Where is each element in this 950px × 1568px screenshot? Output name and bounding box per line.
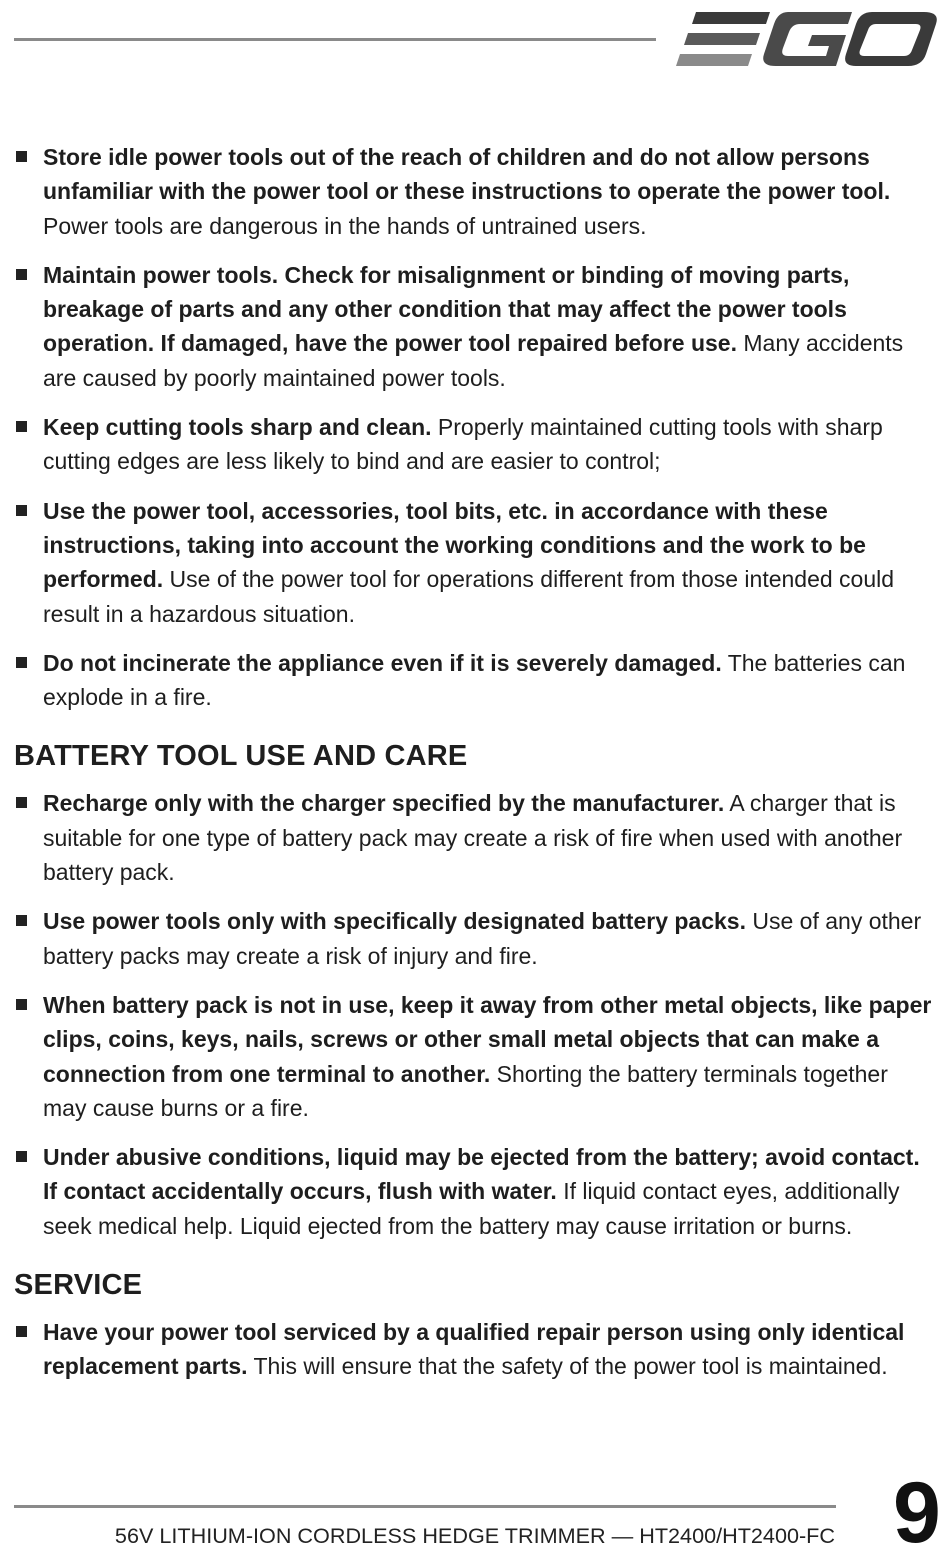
ego-logo [676,8,938,70]
list-item: Store idle power tools out of the reach of children and do not allow persons unfamiliar with the power tool or these instructions to operate the power tool. Power tools are dangerous in the hands of untrained users. [14,140,936,243]
footer-rule [14,1505,836,1508]
list-item: Do not incinerate the appliance even if it is severely damaged. The batteries can explode in a fire. [14,646,936,715]
document-body [14,140,936,1399]
section-heading-battery: BATTERY TOOL USE AND CARE [14,740,468,773]
list-item: Use the power tool, accessories, tool bits, etc. in accordance with these instructions, taking into account the working conditions and the work to be performed. Use of the power tool for operations different from those intended could result in a hazardous situation. [14,494,936,631]
bullet-icon [16,1151,27,1162]
bullet-icon [16,915,27,926]
list-item: When battery pack is not in use, keep it away from other metal objects, like paper clips, coins, keys, nails, screws or other small metal objects that can make a connection from one terminal to another. Shorting the battery terminals together may cause burns or a fire. [14,988,936,1125]
list-item: Under abusive conditions, liquid may be ejected from the battery; avoid contact. If contact accidentally occurs, flush with water. If liquid contact eyes, additionally seek medical help. Liquid ejected from the battery may cause irritation or burns. [14,1140,936,1243]
section-1-list [14,786,936,1243]
bullet-icon [16,999,27,1010]
section-2-list [14,1315,936,1384]
list-item: Maintain power tools. Check for misalignment or binding of moving parts, breakage of parts and any other condition that may affect the power tools operation. If damaged, have the power tool repaired before use. Many accidents are caused by poorly maintained power tools. [14,258,936,395]
bullet-icon [16,657,27,668]
footer-product-title: 56V LITHIUM-ION CORDLESS HEDGE TRIMMER — HT2400/HT2400-FC [114,1523,835,1548]
section-heading-service: SERVICE [14,1269,143,1302]
list-item: Have your power tool serviced by a qualified repair person using only identical replacement parts. This will ensure that the safety of the power tool is maintained. [14,1315,936,1384]
bullet-icon [16,151,27,162]
list-item: Use power tools only with specifically designated battery packs. Use of any other battery packs may create a risk of injury and fire. [14,904,936,973]
bullet-icon [16,797,27,808]
bullet-icon [16,505,27,516]
bullet-icon [16,1326,27,1337]
page-number: 9 [893,1465,941,1561]
section-0-list [14,140,936,714]
header-rule [14,38,656,41]
bullet-icon [16,421,27,432]
list-item: Recharge only with the charger specified by the manufacturer. A charger that is suitable for one type of battery pack may create a risk of fire when used with another battery pack. [14,786,936,889]
bullet-icon [16,269,27,280]
list-item: Keep cutting tools sharp and clean. Properly maintained cutting tools with sharp cutting edges are less likely to bind and are easier to control; [14,410,936,479]
